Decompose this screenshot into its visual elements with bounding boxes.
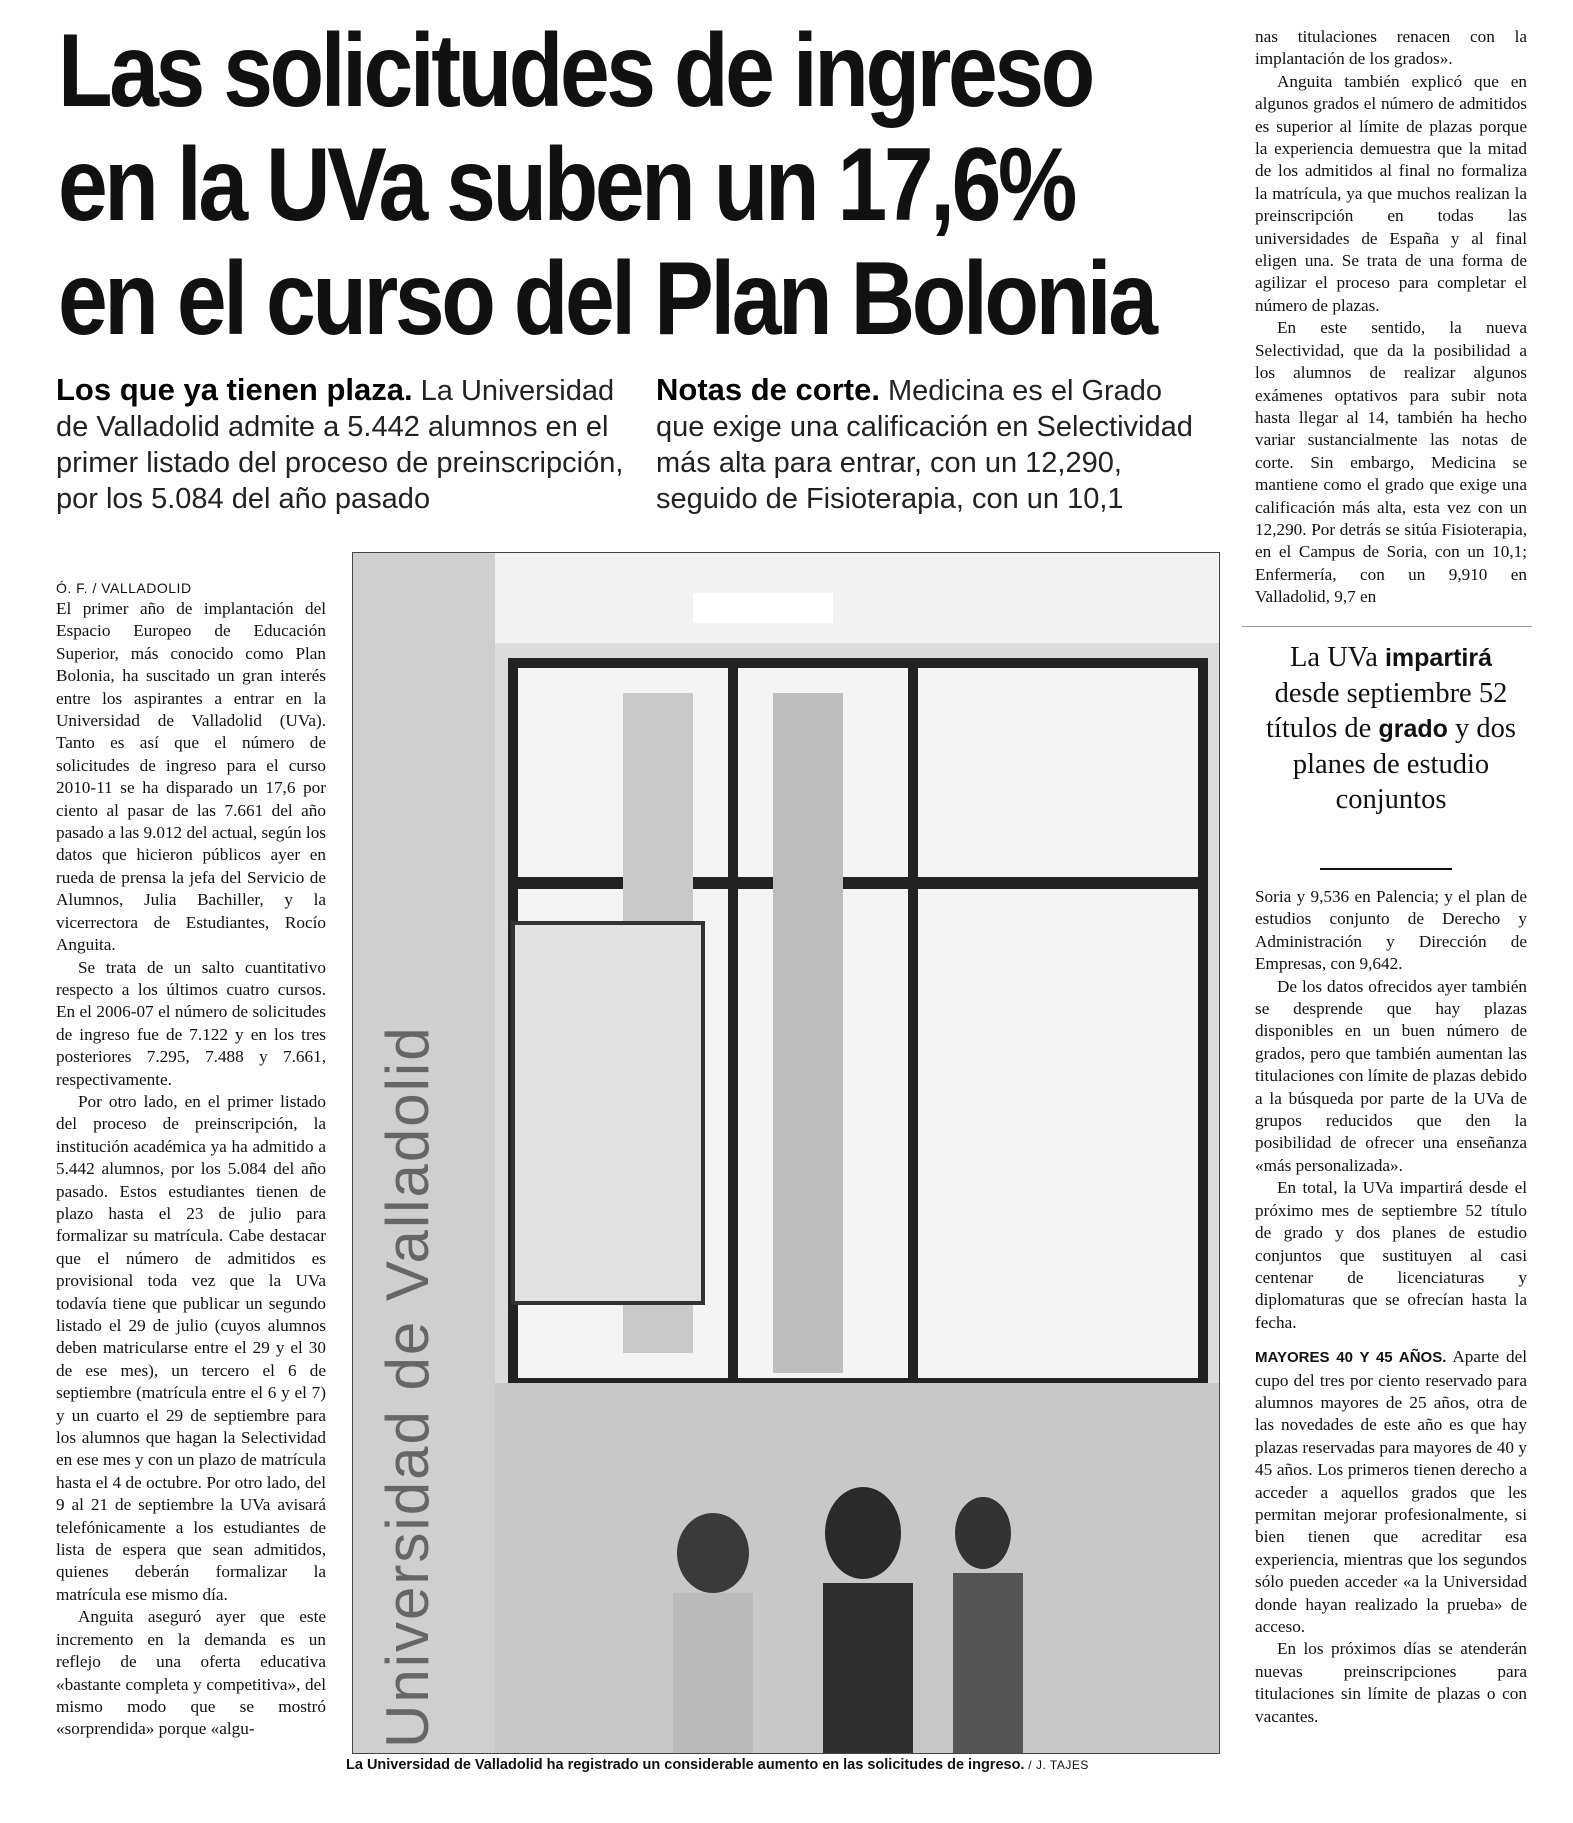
article-column-left <box>56 578 326 1741</box>
sign-text: Universidad de Valladolid <box>374 1025 441 1748</box>
caption-text: La Universidad de Valladolid ha registrado un considerable aumento en las solicitudes de ingreso. <box>346 1757 1025 1773</box>
byline: Ó. F. / VALLADOLID <box>56 580 192 596</box>
pullquote-text: y dos planes de estudio conjuntos <box>1292 713 1516 815</box>
pullquote-rule <box>1320 868 1452 870</box>
article-column-right-top <box>1255 26 1527 609</box>
pull-quote <box>1255 640 1527 817</box>
photo-credit: / J. TAJES <box>1024 1758 1089 1772</box>
paragraph: En los próximos días se atenderán nuevas preinscripciones para titulaciones sin límite de plazas o con vacantes. <box>1255 1639 1527 1726</box>
headline-line: Las solicitudes de ingreso <box>58 13 1092 129</box>
paragraph: En total, la UVa impartirá desde el próximo mes de septiembre 52 título de grado y dos planes de estudio conjuntos que sustituyen al casi centenar de licenciaturas y diplomaturas que se ofrecían hasta la fecha. <box>1255 1178 1527 1332</box>
divider <box>1242 626 1532 627</box>
headline-line: en la UVa suben un 17,6% <box>58 127 1074 243</box>
university-sign <box>353 553 495 1753</box>
pullquote-bold: grado <box>1378 715 1448 743</box>
pullquote-bold: impartirá <box>1384 644 1492 672</box>
paragraph: Soria y 9,536 en Palencia; y el plan de estudios conjunto de Derecho y Administración y Dirección de Empresas, con 9,642. <box>1255 887 1527 974</box>
paragraph: Por otro lado, en el primer listado del proceso de preinscripción, la institución académica ya ha admitido a 5.442 alumnos, por los 5.084 del año pasado. Estos estudiantes tienen de plazo hasta el 23 de julio para formalizar su matrícula. Cabe destacar que el número de admitidos es provisional toda vez que la UVa todavía tiene que publicar un segundo listado el 29 de julio (cuyos alumnos deben matricularse entre el 29 y el 30 de ese mes), un tercero el 6 de septiembre (matrícula entre el 6 y el 7) y un cuarto el 29 de septiembre para los alumnos que hagan la Selectividad en ese mes y con un plazo de matrícula hasta el 4 de octubre. Por otro lado, del 9 al 21 de septiembre la UVa avisará telefónicamente a los estudiantes de lista de espera que sean admitidos, quienes deberán formalizar la matrícula ese mismo día. <box>56 1091 326 1604</box>
paragraph: Anguita también explicó que en algunos grados el número de admitidos es superior al límite de plazas porque la experiencia demuestra que la mitad de los admitidos al final no formaliza la matrícula, ya que muchos realizan la preinscripción en todas las universidades de España y al final eligen una. Se trata de una forma de agilizar el proceso para completar el número de plazas. <box>1255 71 1527 315</box>
subhead-lead: Notas de corte. <box>656 372 880 407</box>
headline <box>58 13 1155 357</box>
headline-line: en el curso del Plan Bolonia <box>58 241 1155 357</box>
paragraph: Anguita aseguró ayer que este incremento en la demanda es un reflejo de una oferta educativa «bastante completa y competitiva», del mismo modo que se mostró «sorprendida» porque «algu- <box>56 1607 326 1739</box>
paragraph: En este sentido, la nueva Selectividad, que da la posibilidad a los alumnos de realizar algunos exámenes optativos para subir nota hasta llegar al 14, también ha hecho variar sustancialmente las notas de corte. Sin embargo, Medicina se mantiene como el grado que exige una calificación más alta, esta vez con un 12,290. Por detrás se sitúa Fisioterapia, en el Campus de Soria, con un 10,1; Enfermería, con un 9,910 en Valladolid, 9,7 en <box>1255 318 1527 607</box>
subhead-lead: Los que ya tienen plaza. <box>56 372 413 407</box>
subhead-notas <box>656 372 1216 517</box>
photo-caption <box>346 1757 1226 1773</box>
paragraph: De los datos ofrecidos ayer también se desprende que hay plazas disponibles en un buen número de grados, pero que también aumentan las titulaciones con límite de plazas debido a la búsqueda por parte de la UVa de grupos reducidos que den la posibilidad de ofrecer una enseñanza «más personalizada». <box>1255 976 1527 1175</box>
paragraph: Se trata de un salto cuantitativo respecto a los últimos cuatro cursos. En el 2006-07 el número de solicitudes de ingreso fue de 7.122 y en los tres posteriores 7.295, 7.488 y 7.661, respectivamente. <box>56 957 326 1089</box>
section-text: Aparte del cupo del tres por ciento reservado para alumnos mayores de 25 años, otra de las novedades de este año es que hay plazas reservadas para mayores de 40 y 45 años. Los primeros tienen derecho a acceder a aquellos grados que les permitan mejorar profesionalmente, si bien tienen que acreditar esa experiencia, mientras que los segundos sólo pueden acceder «a la Universidad donde hayan realizado la prueba» de acceso. <box>1255 1347 1528 1636</box>
section-title: MAYORES 40 Y 45 AÑOS. <box>1255 1349 1447 1367</box>
paragraph: nas titulaciones renacen con la implantación de los grados». <box>1255 27 1527 69</box>
paragraph: El primer año de implantación del Espacio Europeo de Educación Superior, más conocido como Plan Bolonia, ha suscitado un gran interés entre los aspirantes a entrar en la Universidad de Valladolid (UVa). Tanto es así que el número de solicitudes de ingreso para el curso 2010-11 se ha disparado un 17,6 por ciento al pasar de las 7.661 del año pasado a las 9.012 del actual, según los datos que hicieron públicos ayer en rueda de prensa la jefa del Servicio de Alumnos, Julia Bachiller, y la vicerrectora de Estudiantes, Rocío Anguita. <box>56 599 326 955</box>
pullquote-text: desde septiembre 52 títulos de <box>1266 678 1508 744</box>
article-column-right-bottom <box>1255 886 1527 1728</box>
subhead-text: Medicina es el Grado que exige una calificación en Selectividad más alta para entrar, con un 12,290, seguido de Fisioterapia, con un 10,1 <box>656 375 1193 515</box>
section-paragraph <box>1255 1346 1527 1638</box>
subhead-text: La Universidad de Valladolid admite a 5.442 alumnos en el primer listado del proceso de preinscripción, por los 5.084 del año pasado <box>56 375 624 515</box>
subhead-plazas <box>56 372 636 517</box>
pullquote-text: La UVa <box>1290 642 1385 673</box>
news-photo <box>352 552 1220 1754</box>
